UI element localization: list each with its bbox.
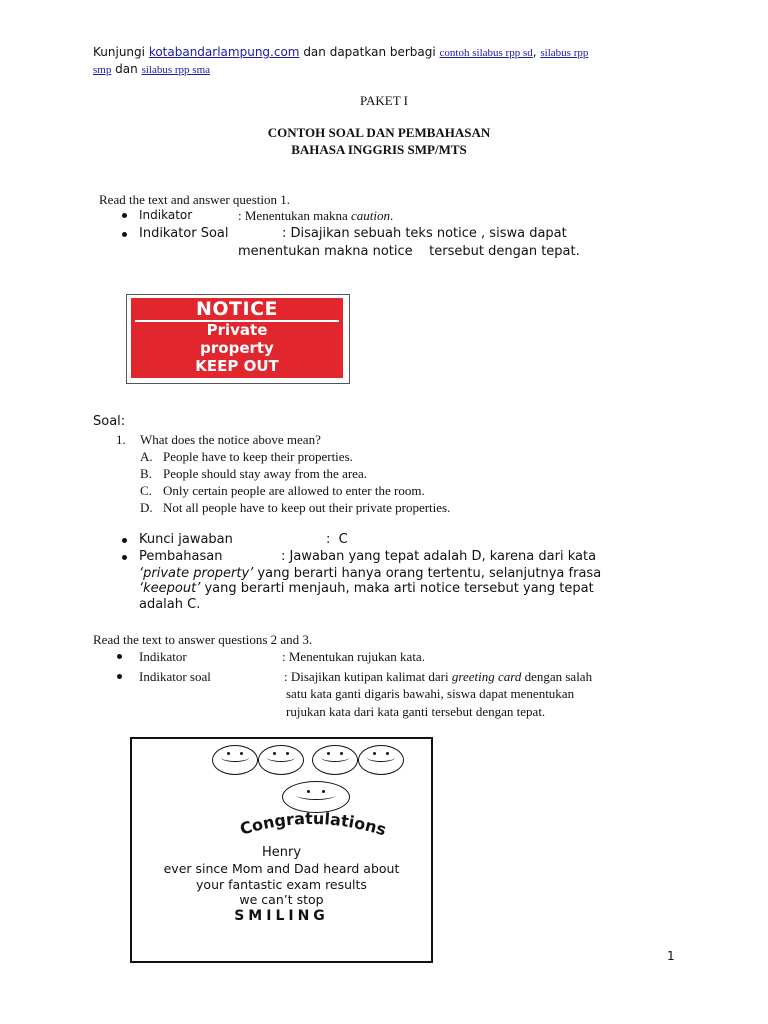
notice-sign-line2: Private — [206, 321, 268, 339]
bullet-icon — [122, 232, 127, 237]
s2-indikator-soal-label: Indikator soal — [139, 669, 211, 684]
s2-indikator-soal-line1 — [284, 669, 592, 685]
indikator-value — [238, 208, 393, 224]
link-kotabandarlampung[interactable]: kotabandarlampung.com — [148, 45, 300, 59]
section1-intro: Read the text and answer question 1. — [99, 192, 290, 207]
indikator-label: Indikator — [139, 208, 193, 222]
pembahasan-line1: : Jawaban yang tepat adalah D, karena dari kata — [281, 549, 597, 564]
pembahasan-label: Pembahasan — [139, 549, 223, 564]
header-comma: , — [532, 45, 537, 59]
bullet-icon — [122, 213, 127, 218]
indikator-value-end: . — [390, 208, 394, 223]
card-line2: your fantastic exam results — [196, 877, 367, 892]
s2-indikator-soal-line3: rujukan kata dari kata ganti tersebut dengan tepat. — [286, 704, 546, 719]
option-a-text: People have to keep their properties. — [163, 449, 353, 464]
card-heading — [228, 803, 408, 845]
option-a-letter: A. — [140, 449, 153, 464]
option-c-text: Only certain people are allowed to enter the room. — [163, 483, 425, 498]
indikator-soal-line1: : Disajikan sebuah teks notice , siswa dapat — [282, 226, 567, 241]
pembahasan-line2 — [139, 566, 601, 581]
pembahasan-term-keepout: ‘keepout’ — [139, 581, 201, 596]
notice-sign-line3: property — [200, 339, 274, 357]
question-number: 1. — [116, 432, 126, 447]
pembahasan-line3-text: yang berarti menjauh, maka arti notice tersebut yang tepat — [200, 581, 594, 596]
pembahasan-line2-text: yang berarti hanya orang tertentu, selanjutnya frasa — [253, 566, 602, 581]
link-silabus-smp[interactable]: silabus rpp — [540, 47, 589, 59]
page-number: 1 — [667, 949, 675, 963]
bullet-icon — [117, 654, 122, 659]
link-silabus-smp-cont[interactable]: smp — [93, 64, 112, 76]
header-promo — [93, 45, 693, 59]
header-text: Kunjungi — [93, 45, 145, 59]
svg-text:Congratulations — [238, 809, 389, 840]
question-text: What does the notice above mean? — [140, 432, 321, 447]
smiley-face-icon — [258, 745, 304, 775]
smiley-face-icon — [212, 745, 258, 775]
s2-soal-text: : Disajikan kutipan kalimat dari — [284, 669, 452, 684]
s2-soal-text-end: dengan salah — [521, 669, 593, 684]
option-b-letter: B. — [140, 466, 152, 481]
bullet-icon — [117, 674, 122, 679]
option-b-text: People should stay away from the area. — [163, 466, 367, 481]
indikator-soal-line2: menentukan makna notice tersebut dengan tepat. — [238, 244, 580, 259]
option-d-text: Not all people have to keep out their private properties. — [163, 500, 451, 515]
notice-sign-title: NOTICE — [195, 298, 278, 320]
s2-indikator-value: : Menentukan rujukan kata. — [282, 649, 425, 664]
link-silabus-sma[interactable]: silabus rpp sma — [141, 64, 211, 76]
option-c-letter: C. — [140, 483, 152, 498]
s2-indikator-soal-line2: satu kata ganti digaris bawahi, siswa dapat menentukan — [286, 686, 575, 701]
card-line4: SMILING — [234, 908, 329, 924]
greeting-card — [130, 737, 433, 963]
pembahasan-term-private-property: ‘private property’ — [139, 566, 254, 581]
smiley-face-icon — [312, 745, 358, 775]
page-title-paket: PAKET I — [359, 93, 409, 108]
notice-sign — [131, 298, 343, 378]
option-d-letter: D. — [140, 500, 153, 515]
kunci-label: Kunci jawaban — [139, 532, 233, 547]
s2-soal-italic: greeting card — [451, 669, 522, 684]
indikator-value-italic: caution — [351, 208, 390, 223]
card-name: Henry — [261, 845, 302, 860]
bullet-icon — [122, 538, 127, 543]
indikator-value-text: : Menentukan makna — [238, 208, 351, 223]
indikator-soal-label: Indikator Soal — [139, 226, 229, 241]
header-text: dan dapatkan berbagi — [303, 45, 436, 59]
card-line1: ever since Mom and Dad heard about — [163, 861, 400, 876]
soal-label: Soal: — [93, 414, 126, 429]
kunci-value: : C — [326, 532, 348, 547]
bullet-icon — [122, 555, 127, 560]
card-line3: we can’t stop — [239, 892, 324, 907]
card-heading-text: Congratulations — [237, 808, 389, 840]
pembahasan-line4: adalah C. — [139, 597, 201, 612]
link-silabus-sd[interactable]: contoh silabus rpp sd — [439, 47, 533, 59]
smiley-face-icon — [358, 745, 404, 775]
page-title-line2: BAHASA INGGRIS SMP/MTS — [291, 142, 467, 157]
header-text: dan — [115, 62, 138, 76]
s2-indikator-label: Indikator — [139, 649, 187, 664]
section2-intro: Read the text to answer questions 2 and 3. — [93, 632, 313, 647]
notice-sign-line4: KEEP OUT — [195, 357, 279, 375]
page-title-line1: CONTOH SOAL DAN PEMBAHASAN — [267, 125, 491, 140]
header-promo-line2 — [93, 62, 210, 76]
pembahasan-line3 — [139, 581, 594, 596]
